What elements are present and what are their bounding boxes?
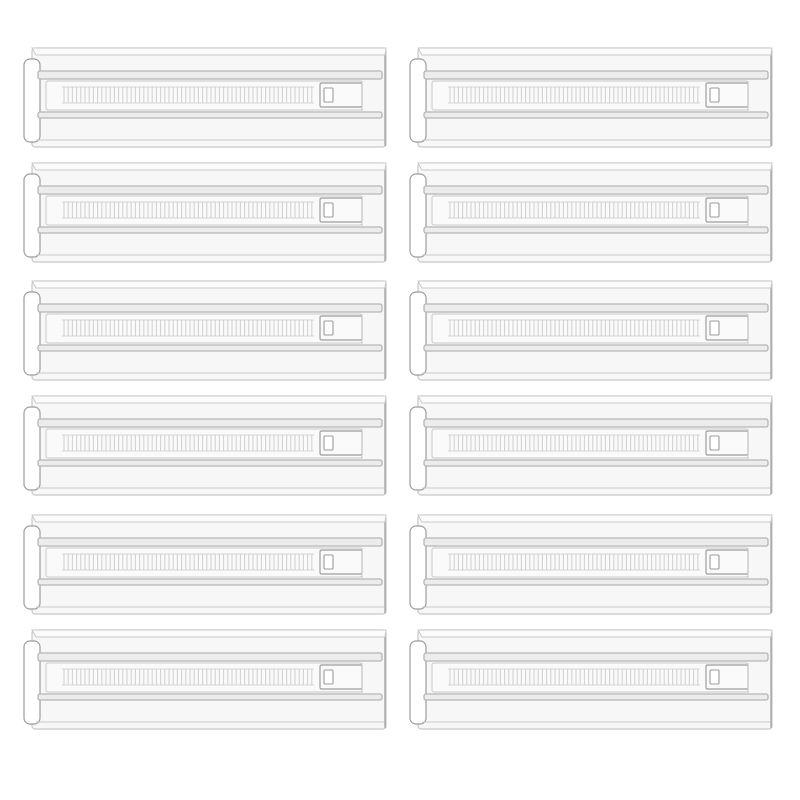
clip-end-cap: [410, 59, 426, 142]
clip-upper-rail: [38, 538, 382, 546]
clip-latch-tab: [324, 321, 333, 335]
clip-upper-rail: [38, 304, 382, 312]
clip-lower-rail: [38, 694, 382, 700]
clip-top-bevel: [32, 48, 386, 55]
clip-end-cap: [410, 292, 426, 375]
clip-top-bevel: [418, 281, 772, 288]
clip-top-bevel: [32, 515, 386, 522]
clip-lower-rail: [38, 345, 382, 351]
clip-top-bevel: [32, 396, 386, 403]
clip-6: [410, 281, 772, 380]
clip-lower-rail: [424, 694, 768, 700]
clip-upper-rail: [424, 419, 768, 427]
clip-upper-rail: [424, 653, 768, 661]
clip-latch-tab: [324, 436, 333, 450]
clip-4: [410, 163, 772, 262]
clip-lower-rail: [38, 227, 382, 233]
clip-latch-tab: [710, 670, 719, 684]
clip-latch-tab: [710, 321, 719, 335]
clip-latch-tab: [710, 88, 719, 102]
clip-11: [24, 630, 386, 729]
clip-upper-rail: [424, 304, 768, 312]
clip-5: [24, 281, 386, 380]
clip-7: [24, 396, 386, 495]
clip-lower-rail: [38, 579, 382, 585]
clip-latch-tab: [324, 670, 333, 684]
clip-3: [24, 163, 386, 262]
clip-upper-rail: [38, 71, 382, 79]
clip-8: [410, 396, 772, 495]
clip-end-cap: [410, 174, 426, 257]
clip-2: [410, 48, 772, 147]
clip-end-cap: [410, 407, 426, 490]
clip-lower-rail: [424, 345, 768, 351]
clip-top-bevel: [418, 163, 772, 170]
clip-latch-tab: [324, 555, 333, 569]
clip-9: [24, 515, 386, 614]
clip-upper-rail: [38, 653, 382, 661]
clip-latch-tab: [324, 203, 333, 217]
clip-upper-rail: [424, 186, 768, 194]
clip-lower-rail: [424, 579, 768, 585]
clip-end-cap: [24, 407, 40, 490]
clip-top-bevel: [418, 396, 772, 403]
clip-lower-rail: [424, 460, 768, 466]
clip-latch-tab: [710, 436, 719, 450]
clip-end-cap: [410, 641, 426, 724]
clip-end-cap: [24, 641, 40, 724]
clip-latch-tab: [324, 88, 333, 102]
clip-top-bevel: [32, 281, 386, 288]
clip-latch-tab: [710, 555, 719, 569]
clip-top-bevel: [32, 163, 386, 170]
clip-lower-rail: [38, 460, 382, 466]
clip-end-cap: [24, 292, 40, 375]
clip-end-cap: [24, 526, 40, 609]
clip-upper-rail: [424, 71, 768, 79]
clip-upper-rail: [38, 186, 382, 194]
clip-end-cap: [410, 526, 426, 609]
clip-top-bevel: [418, 630, 772, 637]
clip-top-bevel: [32, 630, 386, 637]
clip-1: [24, 48, 386, 147]
clip-lower-rail: [38, 112, 382, 118]
clip-lower-rail: [424, 112, 768, 118]
clip-top-bevel: [418, 515, 772, 522]
clip-10: [410, 515, 772, 614]
clip-12: [410, 630, 772, 729]
clip-end-cap: [24, 59, 40, 142]
clip-lower-rail: [424, 227, 768, 233]
clip-latch-tab: [710, 203, 719, 217]
clip-top-bevel: [418, 48, 772, 55]
clip-upper-rail: [424, 538, 768, 546]
clip-upper-rail: [38, 419, 382, 427]
clip-end-cap: [24, 174, 40, 257]
